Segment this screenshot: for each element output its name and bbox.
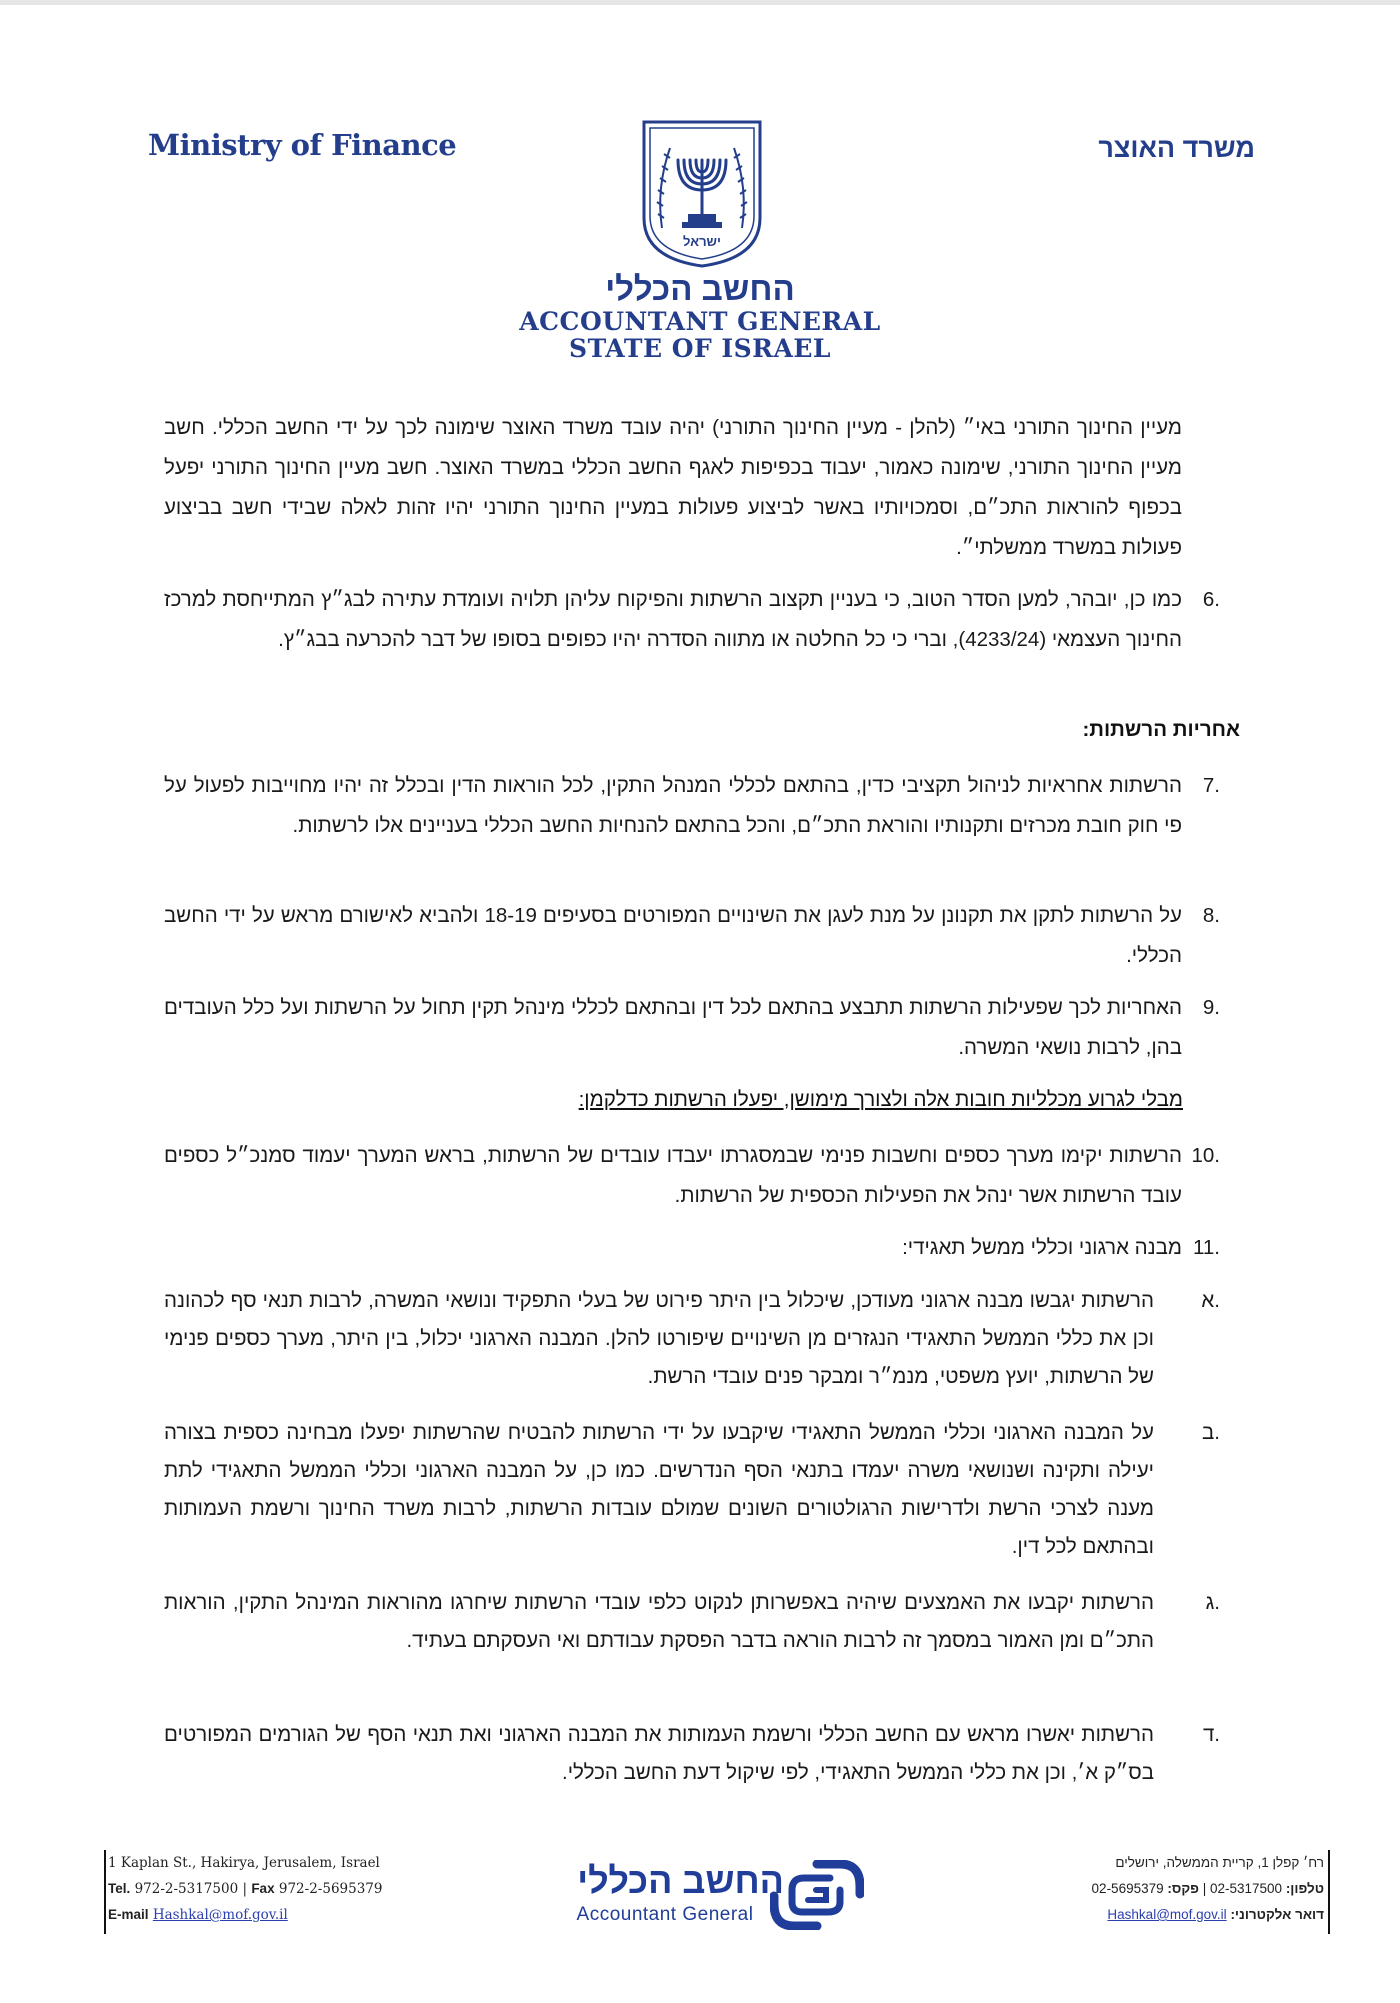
state-emblem-icon: [640, 118, 764, 270]
top-rule: [0, 0, 1400, 5]
logo-text-en: Accountant General: [576, 1904, 754, 1925]
footer: [0, 1850, 1400, 1970]
list-item: [164, 1228, 1220, 1268]
phone-value-he: 02-5317500: [1209, 1881, 1283, 1896]
tel-label: Tel.: [108, 1881, 131, 1896]
sub-item-text: הרשתות יקבעו את האמצעים שיהיה באפשרותן לנקוט כלפי עובדי הרשתות שיחרגו מהוראות המינהל התקין, הוראות התכ״ם ומן האמור במסמך זה לרבות הוראה בדבר הפסקת עבודתם ואי העסקתם בעתיד.: [164, 1591, 1154, 1652]
sub-item: [164, 1584, 1220, 1660]
org-name-en-line1: ACCOUNTANT GENERAL: [519, 307, 881, 336]
footer-contact-en: [104, 1850, 382, 1934]
item-number: .6: [1202, 588, 1220, 611]
email-link-he[interactable]: Hashkal@mof.gov.il: [1107, 1907, 1227, 1922]
email-label: E-mail: [108, 1907, 149, 1922]
list-item: [164, 988, 1220, 1068]
sub-item-letter: .ב: [1202, 1421, 1220, 1444]
sub-item-letter: .ד: [1202, 1723, 1220, 1746]
ministry-en: Ministry of Finance: [148, 128, 457, 162]
item-number: .10: [1191, 1144, 1220, 1167]
footer-address-he: רח׳ קפלן 1, קריית הממשלה, ירושלים: [1115, 1855, 1324, 1870]
tel-value: 972-2-5317500: [134, 1881, 239, 1897]
footer-email-he: [1092, 1902, 1324, 1928]
list-item: [164, 766, 1220, 846]
list-item: [164, 1136, 1220, 1216]
item-text: הרשתות יקימו מערך כספים וחשבות פנימי שבמסגרתו יעבדו עובדים של הרשתות, בראש המערך יעמוד סמנכ״ל כספים עובד הרשתות אשר ינהל את הפעילות הכספית של הרשתות.: [164, 1144, 1182, 1207]
sub-item-letter: .א: [1201, 1289, 1220, 1312]
item-number: .11: [1193, 1236, 1220, 1259]
item-number: .8: [1202, 904, 1220, 927]
list-item: [164, 580, 1220, 660]
org-name-en-line2: STATE OF ISRAEL: [569, 334, 831, 363]
sub-item-text: על המבנה הארגוני וכללי הממשל התאגידי שיקבעו על ידי הרשתות להבטיח שהרשתות יפעלו מבחינה כספית בצורה יעילה ותקינה ושנושאי משרה יעמדו בתנאי הסף הנדרשים. כמו כן, על המבנה הארגוני וכללי הממשל התאגידי לתת מענה לצרכי הרשת ולדרישות הרגולטורים השונים שמולם עובדות הרשתות, לרבות משרד החינוך ורשמת העמותות ובהתאם לכל דין.: [164, 1421, 1154, 1558]
item-text: מבנה ארגוני וכללי ממשל תאגידי:: [902, 1236, 1182, 1259]
footer-contact-he: [1092, 1850, 1330, 1934]
item-text: הרשתות אחראיות לניהול תקציבי כדין, בהתאם לכללי המנהל התקין, לכל הוראות הדין ובכלל זה יהיו מחוייבות לפעול על פי חוק חובת מכרזים ותקנותיו והוראת התכ״ם, והכל בהתאם להנחיות החשב הכללי בעניינים אלו לרשתות.: [164, 774, 1182, 837]
sub-item-text: הרשתות יגבשו מבנה ארגוני מעודכן, שיכלול בין היתר פירוט של בעלי התפקיד ונושאי המשרה, לרבות תנאי סף לכהונה וכן את כללי הממשל התאגידי הנגזרים מן השינויים שיפורטו להלן. המבנה הארגוני יכלול, בין היתר, מערך כספים פנימי של הרשתות, יועץ משפטי, מנמ״ר ומבקר פנים עובדי הרשת.: [164, 1289, 1154, 1388]
sub-item: [164, 1716, 1220, 1792]
item-number: .9: [1202, 996, 1220, 1019]
accountant-general-logo: [530, 1860, 870, 1940]
item-text: כמו כן, יובהר, למען הסדר הטוב, כי בעניין תקצוב הרשתות והפיקוח עליהן תלויה ועומדת עתירה לבג״ץ המתייחסת למרכז החינוך העצמאי (4233/24), וברי כי כל החלטה או מתווה הסדרה יהיו כפופים בסופו של דבר להכרעה בבג״ץ.: [164, 588, 1182, 651]
footer-phone-fax-he: טלפון: 02-5317500 | פקס: 02-5695379: [1091, 1881, 1324, 1896]
underlined-intro: מבלי לגרוע מכלליות חובות אלה ולצורך מימושן, יפעלו הרשתות כדלקמן:: [578, 1088, 1183, 1111]
item-text: האחריות לכך שפעילות הרשתות תתבצע בהתאם לכל דין ובהתאם לכללי מינהל תקין תחול על הרשתות ועל כלל העובדים בהן, לרבות נושאי המשרה.: [164, 996, 1182, 1059]
intro-paragraph: [164, 408, 1182, 568]
fax-label: Fax: [251, 1881, 275, 1896]
email-link[interactable]: Hashkal@mof.gov.il: [152, 1907, 288, 1923]
footer-tel-fax-en: Tel. 972-2-5317500 | Fax 972-2-5695379: [108, 1881, 383, 1897]
footer-address-en: 1 Kaplan St., Hakirya, Jerusalem, Israel: [108, 1855, 380, 1871]
sub-item: [164, 1414, 1220, 1566]
item-text: על הרשתות לתקן את תקנונן על מנת לעגן את השינויים המפורטים בסעיפים 18-19 ולהביא לאישורם מראש על ידי החשב הכללי.: [164, 904, 1182, 967]
fax-value-he: 02-5695379: [1091, 1881, 1164, 1896]
phone-label-he: טלפון:: [1285, 1881, 1324, 1896]
sub-item-text: הרשתות יאשרו מראש עם החשב הכללי ורשמת העמותות את המבנה הארגוני ואת תנאי הסף של הגורמים המפורטים בס״ק א׳, וכן את כללי הממשל התאגידי, לפי שיקול דעת החשב הכללי.: [164, 1723, 1154, 1784]
list-item: [164, 896, 1220, 976]
fax-value: 972-2-5695379: [278, 1881, 383, 1897]
logo-text-he: החשב הכללי: [577, 1860, 784, 1901]
sub-item: [164, 1282, 1220, 1396]
footer-email-en: [108, 1902, 382, 1928]
logo-mark-icon: [770, 1860, 864, 1930]
ministry-he: משרד האוצר: [1098, 133, 1255, 163]
intro-text: מעיין החינוך התורני באי״ (להלן - מעיין החינוך התורני) יהיה עובד משרד האוצר שימונה לכך על ידי החשב הכללי. חשב מעיין החינוך התורני, שימונה כאמור, יעבוד בכפיפות לאגף החשב הכללי במשרד האוצר. חשב מעיין החינוך התורני יפעל בכפוף להוראות התכ״ם, וסמכויותיו באשר לביצוע פעולות במעיין החינוך התורני יהיו זהות לאלה שבידי חשב בביצוע פעולות במשרד ממשלתי״.: [164, 416, 1182, 559]
item-number: .7: [1202, 774, 1220, 797]
emblem-caption: ישראל: [683, 234, 721, 249]
email-label-he: דואר אלקטרוני:: [1230, 1907, 1324, 1922]
org-name-he: החשב הכללי: [605, 270, 795, 307]
fax-label-he: פקס:: [1167, 1881, 1199, 1896]
section-heading: אחריות הרשתות:: [1082, 718, 1240, 741]
sub-item-letter: .ג: [1205, 1591, 1220, 1614]
